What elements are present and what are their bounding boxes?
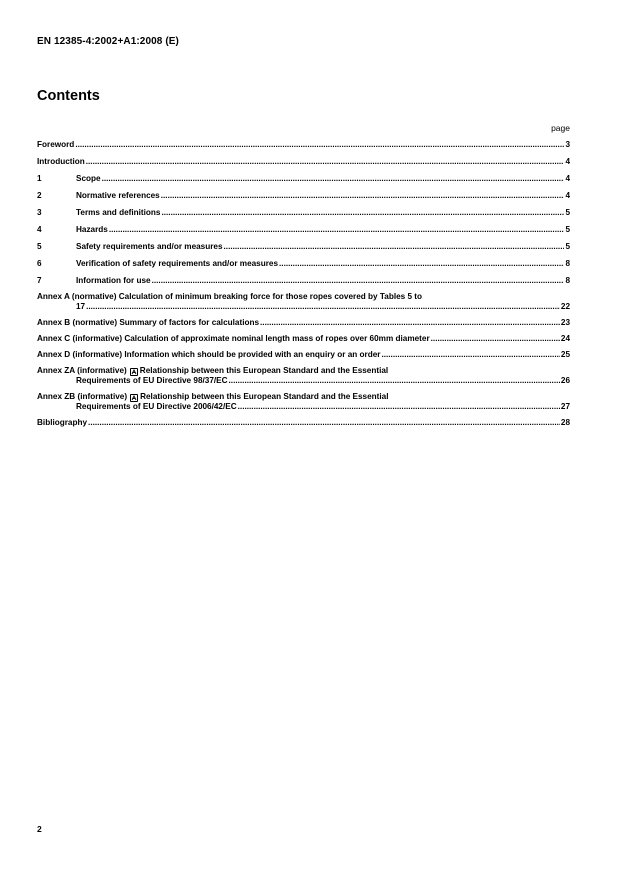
toc-entry-text: Introduction: [37, 157, 85, 166]
document-header: EN 12385-4:2002+A1:2008 (E): [37, 36, 179, 47]
toc-entry-page: 5: [565, 242, 570, 251]
toc-entry-page: 8: [565, 259, 570, 268]
toc-leader: [279, 259, 564, 269]
toc-entry-number: 7: [37, 276, 42, 285]
toc-leader: [75, 140, 564, 150]
toc-entry-text: Annex B (normative) Summary of factors for calculations: [37, 318, 260, 327]
toc-leader: [260, 318, 560, 328]
page-column-label: page: [551, 123, 570, 133]
toc-leader: [86, 157, 565, 167]
toc-entry-annex-a[interactable]: [37, 292, 570, 312]
amendment-a1-icon: [130, 394, 138, 402]
toc-entry-page: 23: [560, 318, 570, 327]
table-of-contents: [37, 140, 570, 428]
toc-entry-page: 3: [565, 140, 570, 149]
toc-entry-page: 27: [560, 402, 570, 411]
toc-entry-number: 6: [37, 259, 42, 268]
toc-entry-number: 5: [37, 242, 42, 251]
toc-entry-annex-b[interactable]: [37, 318, 570, 328]
toc-entry-number: 3: [37, 208, 42, 217]
toc-entry-text: Annex C (informative) Calculation of approximate nominal length mass of ropes over 60mm diameter: [37, 334, 430, 343]
toc-entry-annex-zb[interactable]: [37, 392, 570, 412]
toc-leader: [238, 402, 560, 412]
toc-entry-bibliography[interactable]: [37, 418, 570, 428]
toc-entry-text: Terms and definitions: [76, 208, 161, 217]
toc-entry-page: 4: [565, 157, 570, 166]
toc-entry-page: 22: [560, 302, 570, 311]
page-number: 2: [37, 824, 42, 834]
toc-leader: [152, 276, 565, 286]
toc-entry-text: Annex D (informative) Information which should be provided with an enquiry or an order: [37, 350, 381, 359]
toc-leader: [381, 350, 559, 360]
toc-entry-page: 5: [565, 208, 570, 217]
toc-entry-introduction[interactable]: [37, 157, 570, 167]
toc-entry-verification[interactable]: [37, 259, 570, 269]
toc-entry-normative-references[interactable]: [37, 191, 570, 201]
toc-entry-page: 26: [560, 376, 570, 385]
toc-leader: [161, 191, 565, 201]
toc-entry-text-prefix: Annex ZB (informative): [37, 392, 128, 401]
amendment-a1-icon: [130, 368, 138, 376]
toc-entry-text-prefix: Annex ZA (informative): [37, 366, 127, 375]
toc-leader: [109, 225, 565, 235]
toc-entry-page: 25: [560, 350, 570, 359]
toc-entry-text-continued: Requirements of EU Directive 98/37/EC: [76, 376, 228, 385]
toc-entry-number: 1: [37, 174, 42, 183]
toc-entry-page: 8: [565, 276, 570, 285]
toc-entry-page: 5: [565, 225, 570, 234]
toc-leader: [431, 334, 560, 344]
toc-entry-text: Normative references: [76, 191, 160, 200]
toc-entry-text: Safety requirements and/or measures: [76, 242, 223, 251]
toc-entry-foreword[interactable]: [37, 140, 570, 150]
toc-entry-safety-requirements[interactable]: [37, 242, 570, 252]
toc-entry-information-for-use[interactable]: [37, 276, 570, 286]
toc-entry-annex-c[interactable]: [37, 334, 570, 344]
toc-entry-page: 4: [565, 174, 570, 183]
toc-entry-text-continued: 17: [76, 302, 86, 311]
toc-leader: [229, 376, 560, 386]
toc-leader: [161, 208, 564, 218]
toc-entry-page: 24: [560, 334, 570, 343]
toc-leader: [86, 302, 560, 312]
toc-entry-hazards[interactable]: [37, 225, 570, 235]
toc-entry-text: Relationship between this European Standard and the Essential: [140, 392, 389, 401]
toc-entry-text: Scope: [76, 174, 101, 183]
toc-entry-terms-and-definitions[interactable]: [37, 208, 570, 218]
toc-entry-number: 2: [37, 191, 42, 200]
toc-entry-page: 4: [565, 191, 570, 200]
toc-leader: [102, 174, 565, 184]
toc-entry-page: 28: [560, 418, 570, 427]
toc-entry-text: Hazards: [76, 225, 108, 234]
toc-entry-scope[interactable]: [37, 174, 570, 184]
toc-entry-text-continued: Requirements of EU Directive 2006/42/EC: [76, 402, 237, 411]
toc-leader: [224, 242, 565, 252]
contents-title: Contents: [37, 88, 100, 104]
toc-leader: [88, 418, 560, 428]
toc-entry-text: Verification of safety requirements and/or measures: [76, 259, 279, 268]
toc-entry-text: Relationship between this European Standard and the Essential: [139, 366, 389, 375]
toc-entry-number: 4: [37, 225, 42, 234]
toc-entry-text: Foreword: [37, 140, 75, 149]
toc-entry-annex-za[interactable]: [37, 366, 570, 386]
toc-entry-text: Annex A (normative) Calculation of minimum breaking force for those ropes covered by Tables 5 to: [37, 292, 423, 301]
toc-entry-text: Information for use: [76, 276, 151, 285]
toc-entry-annex-d[interactable]: [37, 350, 570, 360]
toc-entry-text: Bibliography: [37, 418, 88, 427]
